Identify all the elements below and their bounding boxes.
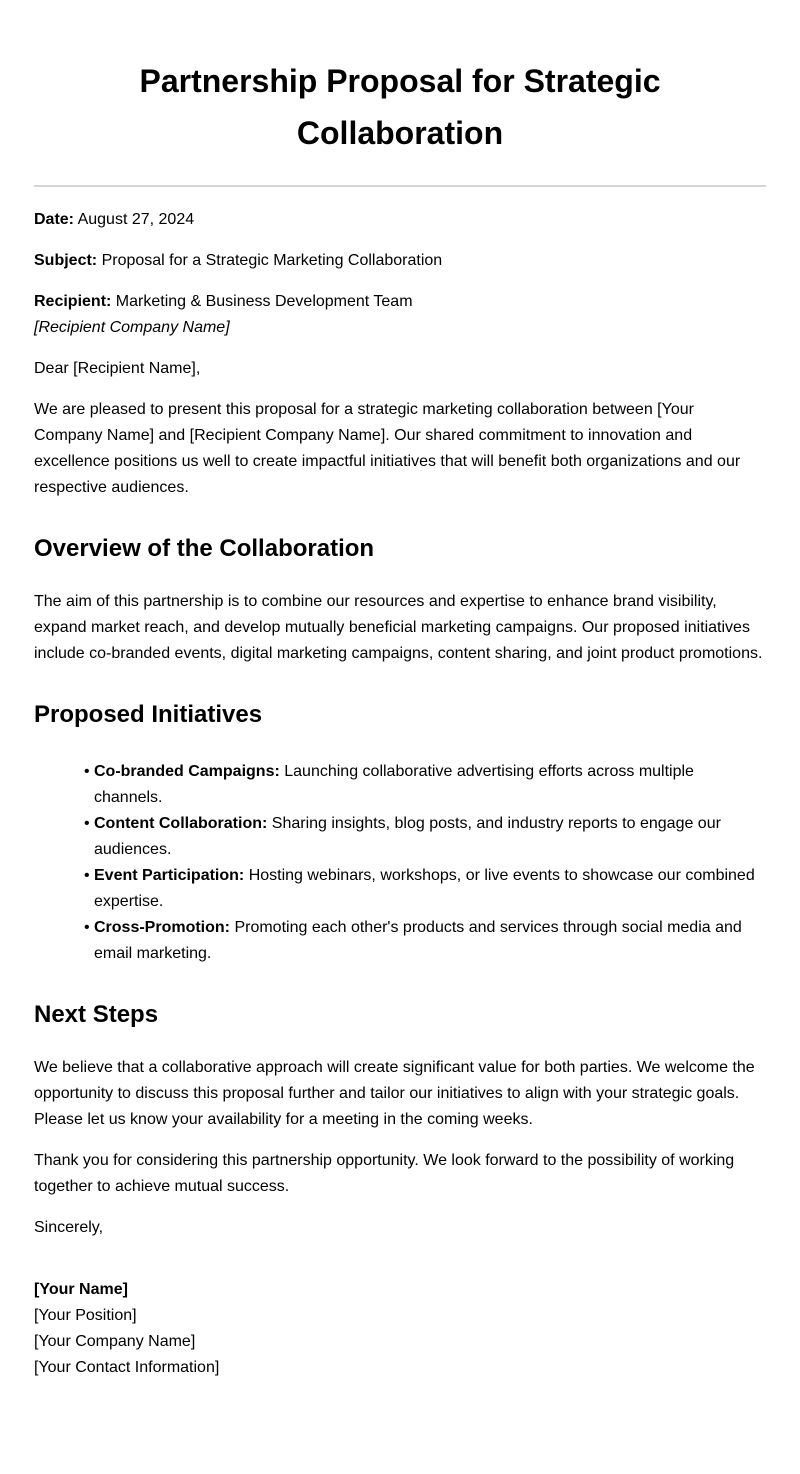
signature-name: [Your Name] — [34, 1281, 128, 1298]
next-steps-paragraph: We believe that a collaborative approach will create significant value for both parties. We welcome the opportunity to discuss this proposal further and tailor our initiatives to align with your strategic goals. Please let us know your availability for a meeting in the coming weeks. — [34, 1059, 755, 1128]
initiative-title: Event Participation: — [94, 867, 245, 884]
date-value: August 27, 2024 — [77, 211, 195, 228]
document-page — [34, 55, 766, 1381]
list-item — [84, 863, 766, 915]
recipient-company: [Recipient Company Name] — [34, 319, 230, 336]
bullet-icon: • — [84, 763, 90, 780]
closing-line: Sincerely, — [34, 1219, 104, 1236]
next-steps-heading: Next Steps — [34, 1001, 159, 1028]
date-line — [34, 207, 766, 233]
subject-value: Proposal for a Strategic Marketing Collaboration — [101, 252, 443, 269]
list-item — [84, 915, 766, 967]
document-title: Partnership Proposal for Strategic Collaboration — [139, 63, 661, 151]
recipient-block — [34, 289, 766, 341]
initiative-title: Content Collaboration: — [94, 815, 268, 832]
thanks-paragraph: Thank you for considering this partnership opportunity. We look forward to the possibility of working together to achieve mutual success. — [34, 1152, 735, 1195]
signature-contact: [Your Contact Information] — [34, 1359, 220, 1376]
initiative-text: Promoting each other's products and services through social media and email marketing. — [94, 919, 742, 962]
recipient-value: Marketing & Business Development Team — [115, 293, 413, 310]
signature-position: [Your Position] — [34, 1307, 137, 1324]
initiative-text: Sharing insights, blog posts, and industry reports to engage our audiences. — [94, 815, 721, 858]
initiative-title: Cross-Promotion: — [94, 919, 230, 936]
overview-heading: Overview of the Collaboration — [34, 535, 375, 562]
bullet-icon: • — [84, 867, 90, 884]
bullet-icon: • — [84, 919, 90, 936]
initiative-title: Co-branded Campaigns: — [94, 763, 280, 780]
initiative-text: Launching collaborative advertising efforts across multiple channels. — [94, 763, 694, 806]
salutation: Dear [Recipient Name], — [34, 360, 201, 377]
signature-company: [Your Company Name] — [34, 1333, 196, 1350]
bullet-icon: • — [84, 815, 90, 832]
initiative-text: Hosting webinars, workshops, or live events to showcase our combined expertise. — [94, 867, 755, 910]
overview-paragraph: The aim of this partnership is to combine our resources and expertise to enhance brand visibility, expand market reach, and develop mutually beneficial marketing campaigns. Our proposed initiatives include co-branded events, digital marketing campaigns, content sharing, and joint product promotions. — [34, 593, 763, 662]
list-item — [84, 759, 766, 811]
subject-line — [34, 248, 766, 274]
intro-paragraph: We are pleased to present this proposal for a strategic marketing collaboration between [Your Company Name] and [Recipient Company Name]. Our shared commitment to innovation and excellence positions us well to create impactful initiatives that will benefit both organizations and our respective audiences. — [34, 401, 741, 496]
title-divider — [34, 185, 766, 187]
subject-label: Subject: — [34, 252, 98, 269]
initiatives-list — [34, 759, 766, 967]
list-item — [84, 811, 766, 863]
date-label: Date: — [34, 211, 75, 228]
signature-block — [34, 1277, 766, 1381]
recipient-label: Recipient: — [34, 293, 112, 310]
initiatives-heading: Proposed Initiatives — [34, 701, 263, 728]
